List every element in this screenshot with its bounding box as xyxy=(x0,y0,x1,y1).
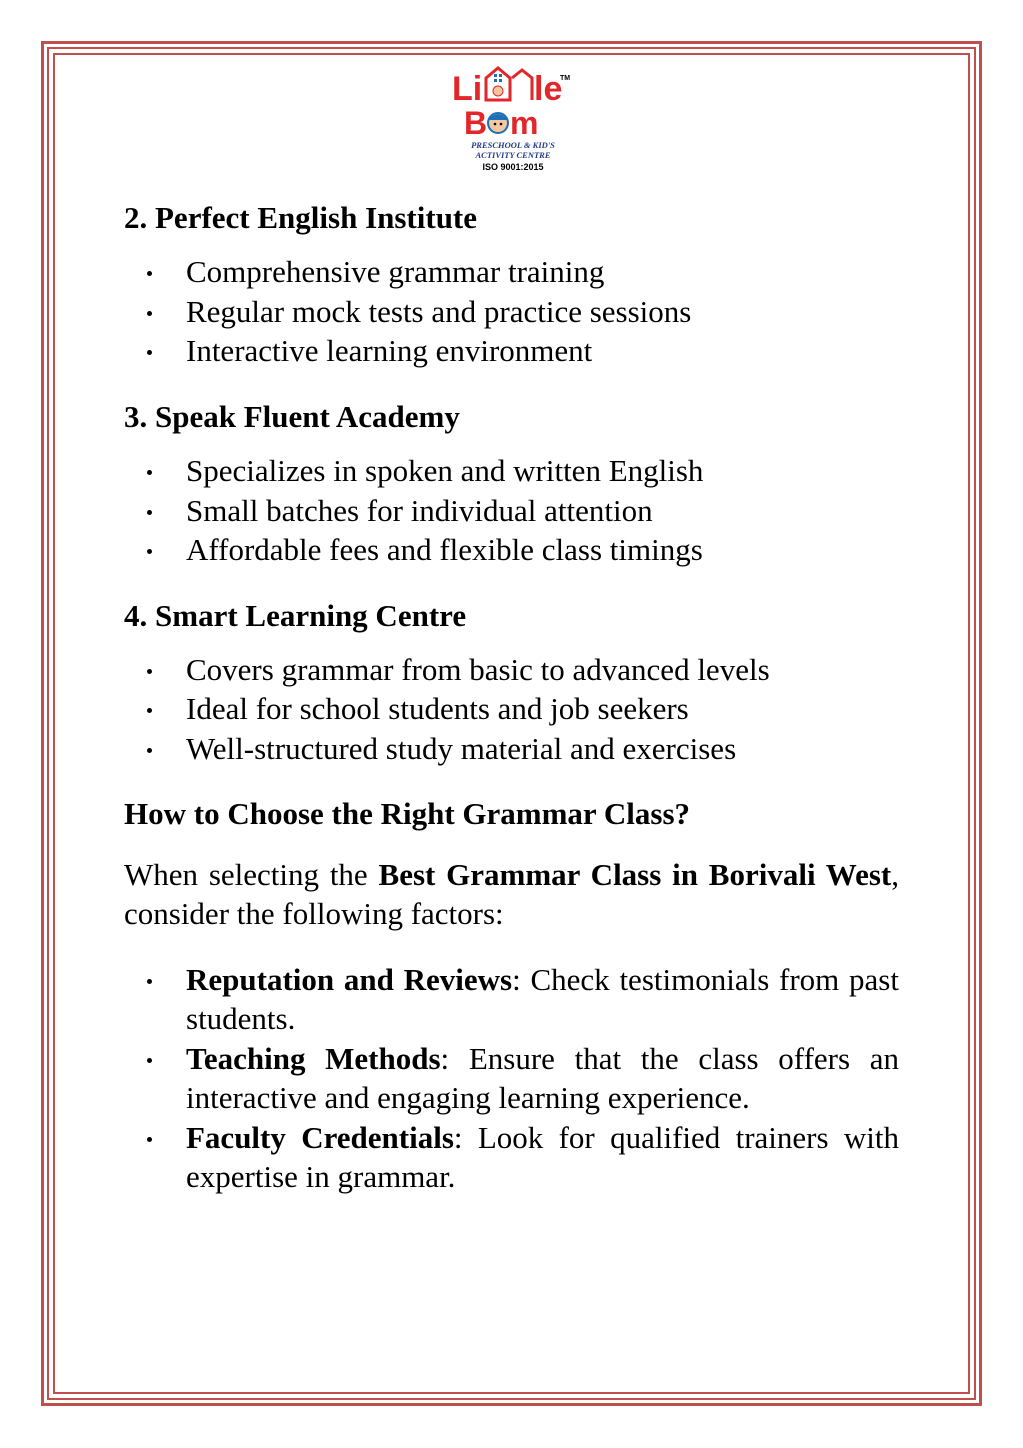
section-list-perfect-english xyxy=(124,252,899,371)
svg-text:m: m xyxy=(510,105,539,141)
list-item xyxy=(186,1118,899,1197)
factor-text: : Check testimonials from past students. xyxy=(186,961,899,1037)
factor-title: Faculty Credentials xyxy=(186,1119,454,1155)
section-list-smart-learning xyxy=(124,650,899,769)
list-item: Specializes in spoken and written English xyxy=(186,451,899,491)
logo-word-little xyxy=(452,68,570,108)
factors-list xyxy=(124,960,899,1197)
list-item: Small batches for individual attention xyxy=(186,491,899,531)
logo-tm: TM xyxy=(560,75,571,82)
section-heading-speak-fluent: 3. Speak Fluent Academy xyxy=(124,398,460,434)
svg-text:Li: Li xyxy=(452,70,483,108)
list-item xyxy=(186,1039,899,1118)
list-item xyxy=(186,960,899,1039)
svg-text:le: le xyxy=(534,70,563,108)
list-item: Affordable fees and flexible class timings xyxy=(186,530,899,570)
logo-tagline-2: ACTIVITY CENTRE xyxy=(475,150,551,160)
section-heading-perfect-english: 2. Perfect English Institute xyxy=(124,200,478,235)
factor-text: : Ensure that the class offers an interactive and engaging learning experience. xyxy=(186,1040,899,1116)
choose-intro-paragraph xyxy=(124,855,899,934)
document-body xyxy=(124,198,899,1197)
factor-title: Teaching Methods xyxy=(186,1040,441,1076)
intro-bold: Best Grammar Class in Borivali West xyxy=(378,856,892,892)
list-item: Interactive learning environment xyxy=(186,331,899,371)
little-boom-logo xyxy=(448,56,578,176)
svg-text:B: B xyxy=(464,105,488,141)
section-list-speak-fluent xyxy=(124,451,899,570)
section-heading-smart-learning: 4. Smart Learning Centre xyxy=(124,597,467,633)
factor-text: : Look for qualified trainers with expertise in grammar. xyxy=(186,1119,899,1195)
list-item: Regular mock tests and practice sessions xyxy=(186,292,899,332)
list-item: Comprehensive grammar training xyxy=(186,252,899,292)
factor-title: Reputation and Reviews xyxy=(186,961,513,997)
section-heading-how-to-choose: How to Choose the Right Grammar Class? xyxy=(124,796,691,832)
list-item: Ideal for school students and job seekers xyxy=(186,689,899,729)
logo-iso: ISO 9001:2015 xyxy=(482,162,544,172)
list-item: Well-structured study material and exercises xyxy=(186,729,899,769)
logo-word-boom xyxy=(464,105,538,141)
logo-tagline-1: PRESCHOOL & KID'S xyxy=(471,140,555,150)
intro-suffix: , consider the following factors: xyxy=(124,856,899,932)
list-item: Covers grammar from basic to advanced levels xyxy=(186,650,899,690)
intro-prefix: When selecting the xyxy=(124,856,379,892)
